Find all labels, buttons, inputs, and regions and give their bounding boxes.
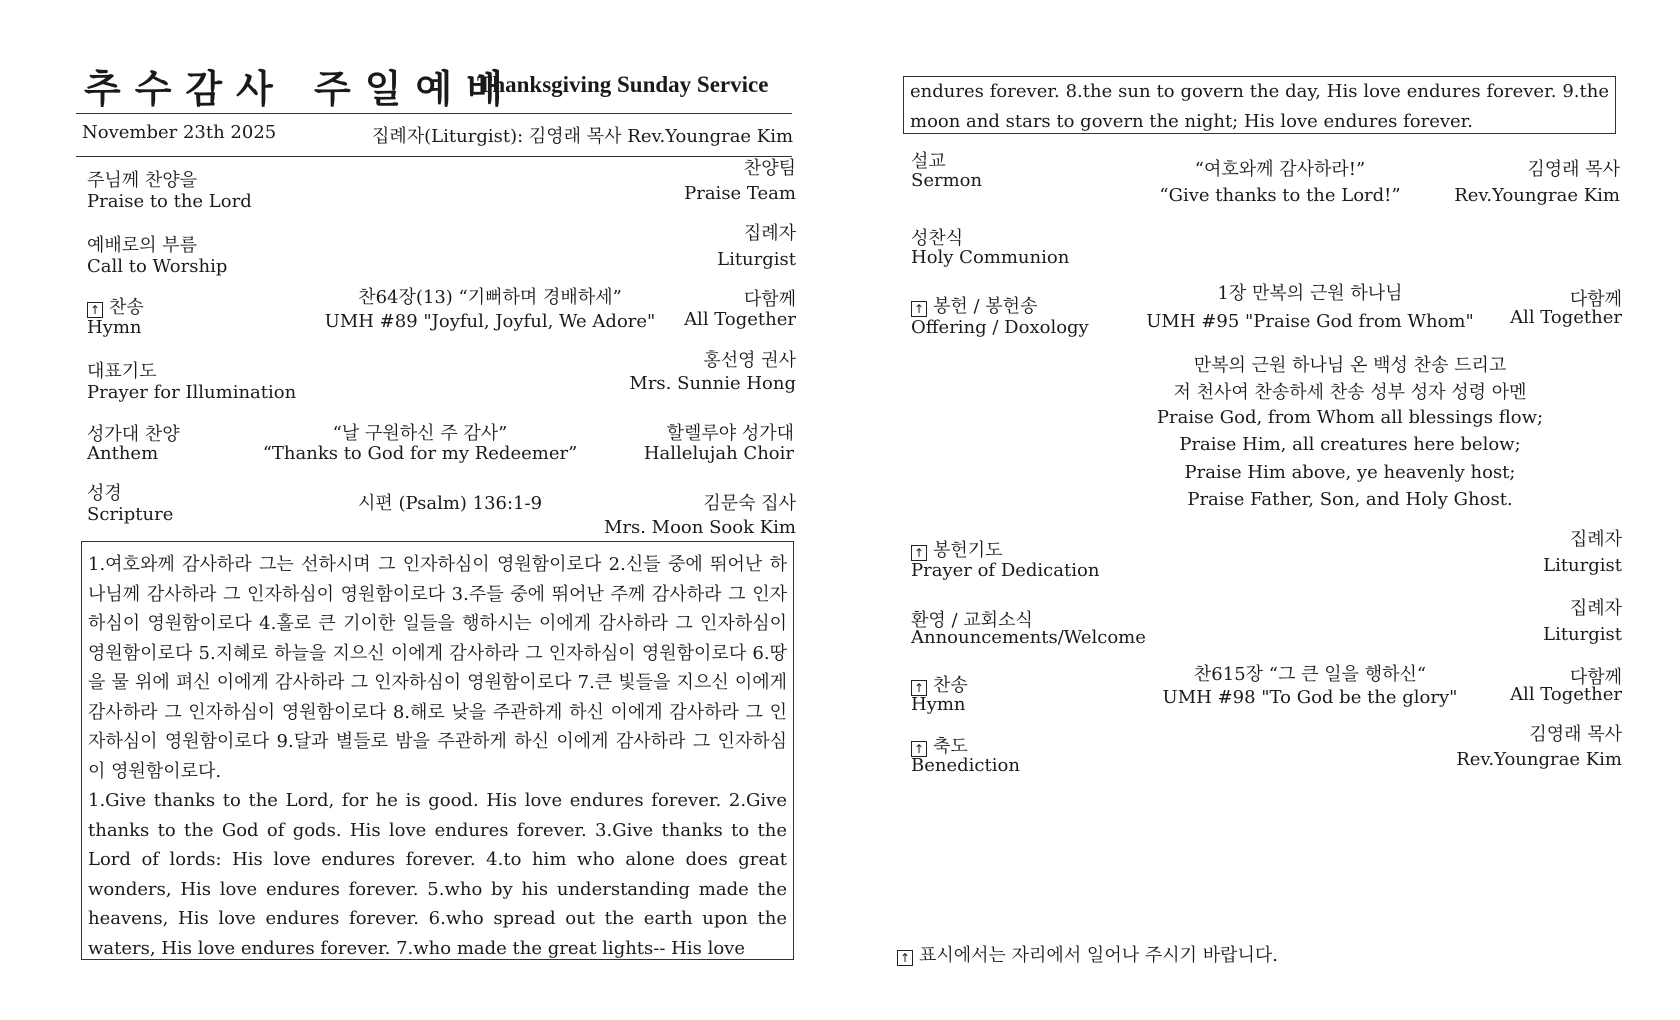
leader-korean: 집례자 — [1569, 529, 1622, 550]
doxology-title-english: UMH #95 "Praise God from Whom" — [1146, 311, 1474, 332]
item-korean: ↑ 찬송 — [911, 676, 968, 696]
hymn-title-english: UMH #89 "Joyful, Joyful, We Adore" — [324, 311, 656, 332]
leader-english: All Together — [1510, 684, 1622, 705]
leader-korean: 홍선영 권사 — [703, 350, 796, 371]
item-english: Hymn — [911, 694, 966, 715]
leader-english: All Together — [684, 309, 796, 330]
leader-english: Liturgist — [717, 249, 796, 270]
item-english: Prayer of Dedication — [911, 560, 1100, 581]
item-korean: 성경 — [87, 483, 122, 504]
title-korean: 추수감사 주일예배 — [84, 67, 517, 111]
stand-up-arrow-icon: ↑ — [911, 680, 927, 696]
sermon-title-korean: “여호와께 감사하라!” — [1194, 159, 1366, 180]
item-korean: 성찬식 — [911, 228, 964, 249]
header-rule-top — [76, 113, 792, 114]
scripture-korean: 1.여호와께 감사하라 그는 선하시며 그 인자하심이 영원함이로다 2.신들 중에 뛰어난 하나님께 감사하라 그 인자하심이 영원함이로다 3.주들 중에 뛰어난 주께 감사하라 그 인자하심이 영원함이로다 4.홀로 큰 기이한 일들을 행하시는 이에게 감사하라 그 인자하심이 영원함이로다 5.지혜로 하늘을 지으신 이에게 감사하라 그 인자하심이 영원함이로다 6.땅을 물 위에 펴신 이에게 감사하라 그 인자하심이 영원함이로다 7.큰 빛들을 지으신 이에게 감사하라 그 인자하심이 영원함이로다 8.해로 낮을 주관하게 하신 이에게 감사하라 그 인자하심이 영원함이로다 9.달과 별들로 밤을 주관하게 하신 이에게 감사하라 그 인자하심이 영원함이로다. — [88, 554, 787, 782]
item-korean: 대표기도 — [87, 361, 157, 382]
item-english: Sermon — [911, 170, 983, 191]
leader-english: Liturgist — [1543, 624, 1622, 645]
leader-english: All Together — [1510, 307, 1622, 328]
stand-up-arrow-icon: ↑ — [897, 950, 913, 966]
header-rule-bottom — [76, 156, 792, 157]
title-english: Thanksgiving Sunday Service — [477, 72, 769, 97]
item-english: Offering / Doxology — [911, 317, 1089, 338]
leader-english: Mrs. Sunnie Hong — [629, 373, 796, 394]
leader-korean: 김문숙 집사 — [703, 493, 796, 514]
leader-korean: 다함께 — [1569, 289, 1622, 310]
item-english: Anthem — [87, 443, 159, 464]
item-korean: ↑ 봉헌기도 — [911, 541, 1003, 561]
hymn-title-english: UMH #98 "To God be the glory" — [1162, 687, 1458, 708]
scripture-continued: endures forever. 8.the sun to govern the day, His love endures forever. 9.the moon and stars to govern the night; His love endures forever. — [910, 81, 1609, 132]
doxology-line: Praise Father, Son, and Holy Ghost. — [1187, 489, 1513, 510]
item-korean: 설교 — [911, 151, 946, 172]
scripture-reference: 시편 (Psalm) 136:1-9 — [357, 493, 543, 514]
footer-note: ↑ 표시에서는 자리에서 일어나 주시기 바랍니다. — [897, 946, 1278, 966]
sermon-title-english: “Give thanks to the Lord!” — [1159, 185, 1401, 206]
leader-korean: 다함께 — [1569, 667, 1622, 688]
doxology-line: Praise Him, all creatures here below; — [1179, 434, 1521, 455]
item-english: Prayer for Illumination — [87, 382, 297, 403]
scripture-continued-box — [903, 76, 1616, 134]
leader-korean: 김영래 목사 — [1529, 724, 1622, 745]
item-english: Holy Communion — [911, 247, 1070, 268]
item-english: Hymn — [87, 317, 142, 338]
doxology-line: 만복의 근원 하나님 온 백성 찬송 드리고 — [1193, 355, 1507, 376]
item-korean: 주님께 찬양을 — [87, 170, 198, 191]
stand-up-arrow-icon: ↑ — [87, 302, 103, 318]
leader-english: Liturgist — [1543, 555, 1622, 576]
leader-korean: 집례자 — [1569, 598, 1622, 619]
anthem-title-korean: “날 구원하신 주 감사” — [332, 423, 508, 444]
item-english: Praise to the Lord — [87, 191, 252, 212]
leader-english: Hallelujah Choir — [643, 443, 794, 464]
doxology-line: 저 천사여 찬송하세 찬송 성부 성자 성령 아멘 — [1173, 382, 1527, 403]
doxology-line: Praise Him above, ye heavenly host; — [1184, 462, 1516, 483]
leader-english: Praise Team — [684, 183, 796, 204]
liturgist-line: 집례자(Liturgist): 김영래 목사 Rev.Youngrae Kim — [372, 126, 794, 147]
service-date: November 23th 2025 — [82, 122, 277, 143]
leader-korean: 다함께 — [743, 289, 796, 310]
item-english: Call to Worship — [87, 256, 228, 277]
hymn-title-korean: 찬64장(13) “기뻐하며 경배하세” — [358, 287, 622, 308]
item-korean: 예배로의 부름 — [87, 235, 198, 256]
item-korean: ↑ 봉헌 / 봉헌송 — [911, 297, 1037, 317]
item-english: Benediction — [911, 755, 1020, 776]
item-korean: ↑ 축도 — [911, 737, 968, 757]
item-korean: ↑ 찬송 — [87, 298, 144, 318]
doxology-line: Praise God, from Whom all blessings flow; — [1156, 407, 1544, 428]
anthem-title-english: “Thanks to God for my Redeemer” — [262, 443, 578, 464]
item-korean: 성가대 찬양 — [87, 424, 180, 445]
item-english: Scripture — [87, 504, 174, 525]
scripture-text-box — [81, 541, 794, 960]
hymn-title-korean: 찬615장 “그 큰 일을 행하신“ — [1193, 664, 1427, 685]
leader-korean: 할렐루야 성가대 — [666, 423, 794, 444]
item-english: Announcements/Welcome — [911, 627, 1146, 648]
item-korean: 환영 / 교회소식 — [911, 610, 1033, 631]
leader-korean: 집례자 — [743, 223, 796, 244]
doxology-title-korean: 1장 만복의 근원 하나님 — [1217, 283, 1403, 304]
stand-up-arrow-icon: ↑ — [911, 741, 927, 757]
leader-english: Rev.Youngrae Kim — [1454, 185, 1620, 206]
leader-korean: 찬양팀 — [743, 158, 796, 179]
leader-korean: 김영래 목사 — [1527, 159, 1620, 180]
leader-english: Rev.Youngrae Kim — [1456, 749, 1622, 770]
stand-up-arrow-icon: ↑ — [911, 301, 927, 317]
stand-up-arrow-icon: ↑ — [911, 545, 927, 561]
leader-english: Mrs. Moon Sook Kim — [603, 517, 796, 538]
scripture-english: 1.Give thanks to the Lord, for he is good. His love endures forever. 2.Give thanks to the God of gods. His love endures forever. 3.Give thanks to the Lord of lords: His love endures forever. 4.to him who alone does great wonders, His love endures forever. 5.who by his understanding made the heavens, His love endures forever. 6.who spread out the earth upon the waters, His love endures forever. 7.who made the great lights-- His love — [88, 790, 787, 959]
